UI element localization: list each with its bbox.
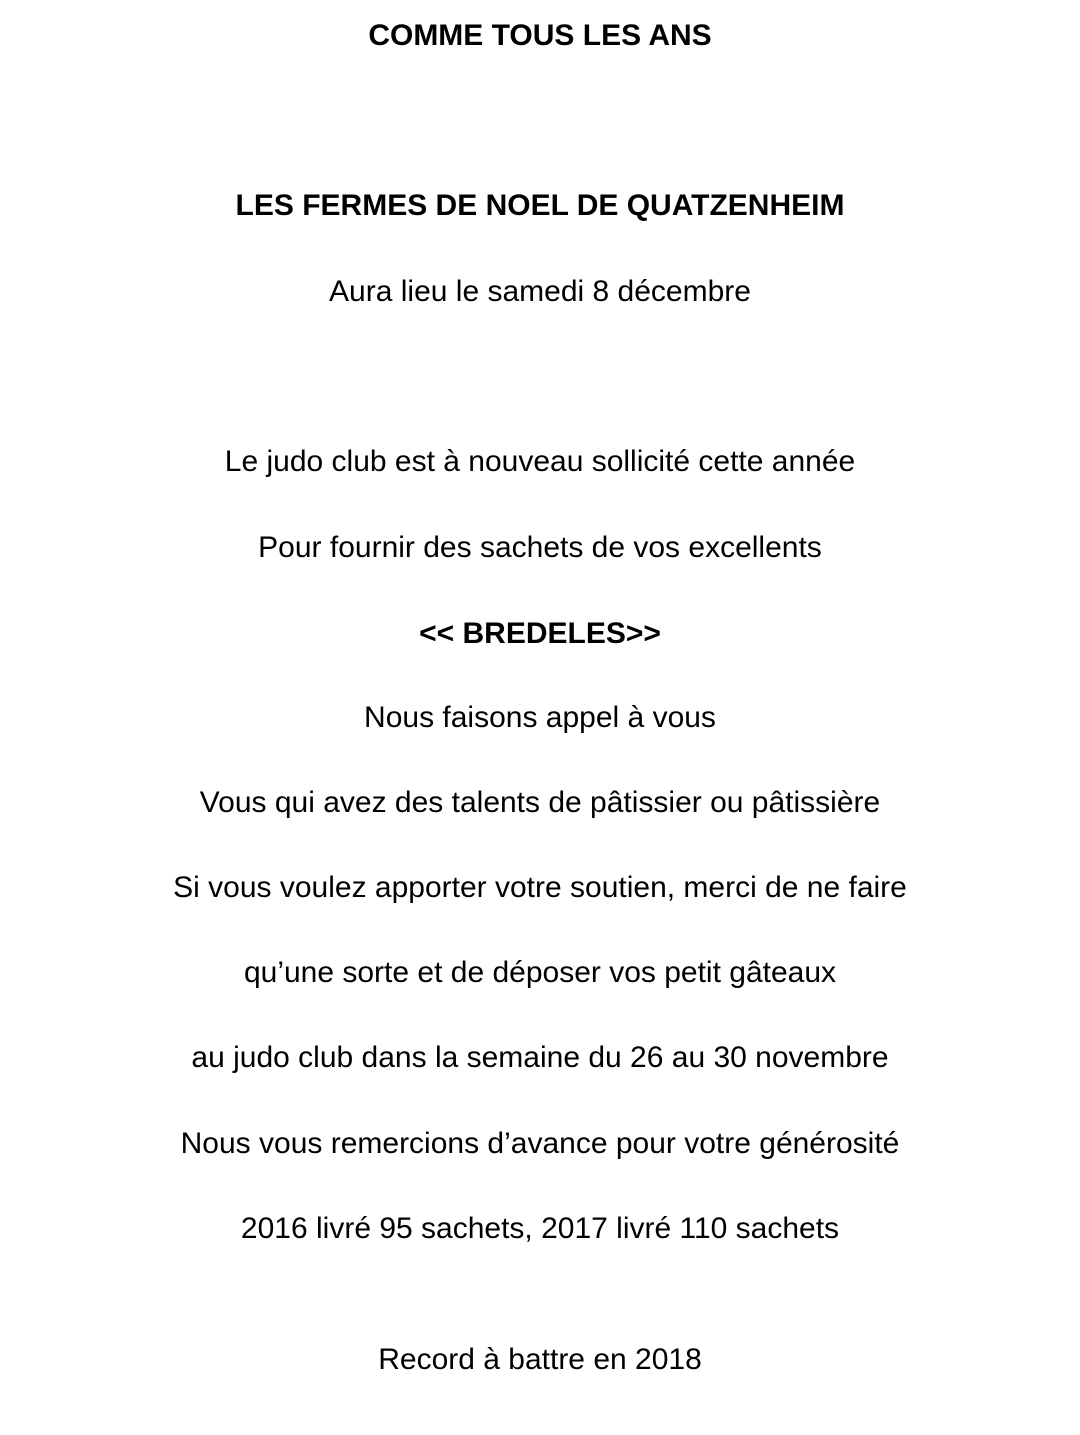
body-line: qu’une sorte et de déposer vos petit gâteaux: [243, 956, 837, 989]
body-line: Le judo club est à nouveau sollicité cette année: [224, 445, 856, 478]
closing-line: Record à battre en 2018: [378, 1343, 702, 1376]
date-line: Aura lieu le samedi 8 décembre: [329, 275, 751, 308]
heading: COMME TOUS LES ANS: [368, 19, 712, 52]
body-line: au judo club dans la semaine du 26 au 30 novembre: [191, 1041, 889, 1074]
body-line: Nous faisons appel à vous: [364, 701, 716, 734]
body-line: Pour fournir des sachets de vos excellents: [258, 531, 822, 564]
body-line: Vous qui avez des talents de pâtissier ou pâtissière: [199, 786, 881, 819]
stats-line: 2016 livré 95 sachets, 2017 livré 110 sachets: [240, 1212, 840, 1245]
bredeles-title: << BREDELES>>: [419, 617, 661, 650]
body-line: Nous vous remercions d’avance pour votre générosité: [180, 1127, 900, 1160]
event-title: LES FERMES DE NOEL DE QUATZENHEIM: [235, 189, 845, 222]
body-line: Si vous voulez apporter votre soutien, merci de ne faire: [173, 871, 907, 904]
